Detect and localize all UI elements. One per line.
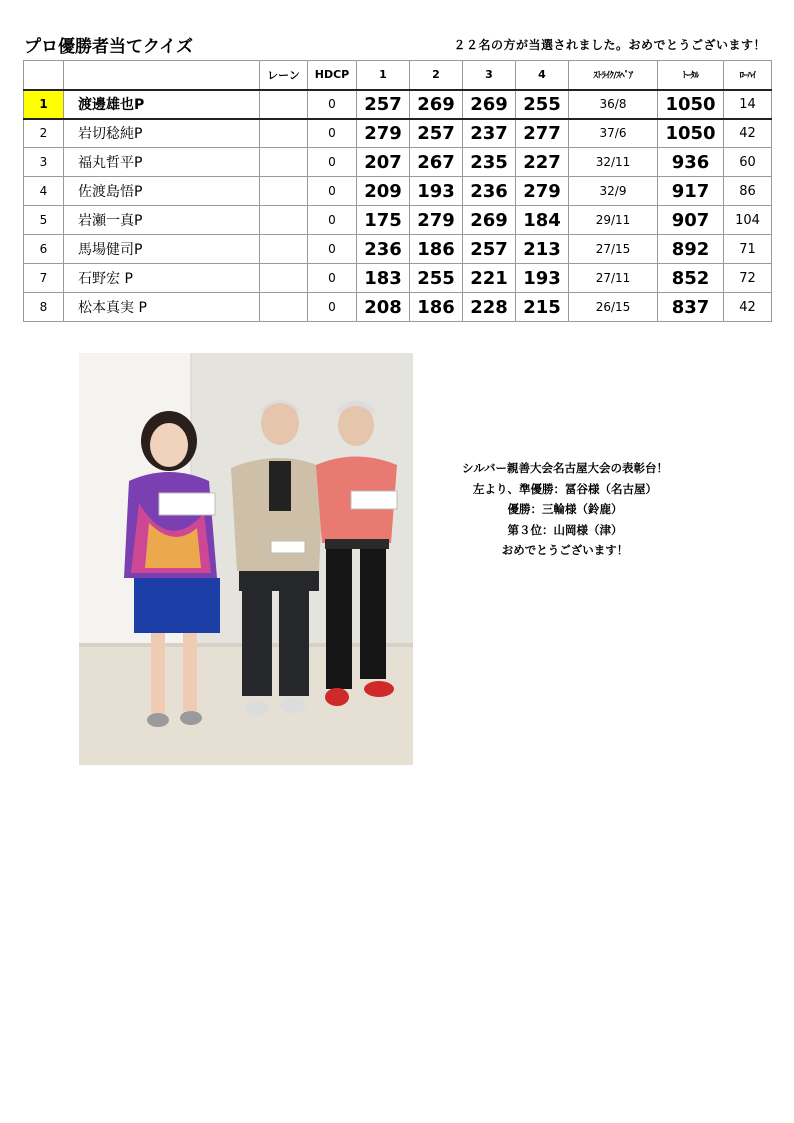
header-strike-spare: ｽﾄﾗｲｸ/ｽﾍﾟｱ	[569, 61, 658, 90]
strike-spare-cell: 32/9	[569, 177, 658, 206]
game-3-score: 257	[463, 235, 516, 264]
rank-cell: 6	[24, 235, 64, 264]
game-4-score: 193	[516, 264, 569, 293]
game-2-score: 186	[410, 235, 463, 264]
player-name: 福丸哲平P	[64, 148, 260, 177]
results-table	[23, 60, 772, 322]
strike-spare-cell: 37/6	[569, 119, 658, 148]
total-score: 907	[658, 206, 724, 235]
total-score: 852	[658, 264, 724, 293]
game-2-score: 255	[410, 264, 463, 293]
game-1-score: 207	[357, 148, 410, 177]
low-high-cell: 42	[724, 293, 772, 322]
table-header-row	[24, 61, 772, 90]
game-3-score: 236	[463, 177, 516, 206]
header-game-4: 4	[516, 61, 569, 90]
game-2-score: 193	[410, 177, 463, 206]
low-high-cell: 14	[724, 90, 772, 119]
low-high-cell: 104	[724, 206, 772, 235]
low-high-cell: 60	[724, 148, 772, 177]
lane-cell	[260, 235, 308, 264]
game-4-score: 184	[516, 206, 569, 235]
game-2-score: 257	[410, 119, 463, 148]
game-1-score: 208	[357, 293, 410, 322]
game-1-score: 279	[357, 119, 410, 148]
game-4-score: 279	[516, 177, 569, 206]
low-high-cell: 71	[724, 235, 772, 264]
table-row	[24, 90, 772, 119]
game-1-score: 257	[357, 90, 410, 119]
lane-cell	[260, 293, 308, 322]
total-score: 917	[658, 177, 724, 206]
game-3-score: 269	[463, 206, 516, 235]
player-name: 馬場健司P	[64, 235, 260, 264]
hdcp-cell: 0	[308, 235, 357, 264]
header-low-high: ﾛｰﾊｲ	[724, 61, 772, 90]
game-1-score: 209	[357, 177, 410, 206]
rank-cell: 5	[24, 206, 64, 235]
header-game-2: 2	[410, 61, 463, 90]
total-score: 837	[658, 293, 724, 322]
game-2-score: 269	[410, 90, 463, 119]
hdcp-cell: 0	[308, 206, 357, 235]
award-photo-illustration	[79, 353, 413, 765]
game-4-score: 227	[516, 148, 569, 177]
player-name: 渡邊雄也P	[64, 90, 260, 119]
rank-cell: 1	[24, 90, 64, 119]
header-hdcp: HDCP	[308, 61, 357, 90]
table-row	[24, 293, 772, 322]
total-score: 892	[658, 235, 724, 264]
table-row	[24, 177, 772, 206]
player-name: 岩瀬一真P	[64, 206, 260, 235]
lane-cell	[260, 177, 308, 206]
table-row	[24, 148, 772, 177]
rank-cell: 2	[24, 119, 64, 148]
table-row	[24, 235, 772, 264]
header-game-3: 3	[463, 61, 516, 90]
strike-spare-cell: 32/11	[569, 148, 658, 177]
page-title: プロ優勝者当てクイズ	[24, 37, 193, 57]
strike-spare-cell: 29/11	[569, 206, 658, 235]
hdcp-cell: 0	[308, 293, 357, 322]
player-name: 岩切稔純P	[64, 119, 260, 148]
header-game-1: 1	[357, 61, 410, 90]
lane-cell	[260, 148, 308, 177]
header-total: ﾄｰﾀﾙ	[658, 61, 724, 90]
lane-cell	[260, 206, 308, 235]
caption-line: 第３位：山岡様（津）	[507, 522, 623, 537]
caption-line: おめでとうございます！	[501, 543, 629, 557]
low-high-cell: 86	[724, 177, 772, 206]
total-score: 1050	[658, 119, 724, 148]
strike-spare-cell: 36/8	[569, 90, 658, 119]
hdcp-cell: 0	[308, 177, 357, 206]
table-row	[24, 119, 772, 148]
hdcp-cell: 0	[308, 119, 357, 148]
game-4-score: 255	[516, 90, 569, 119]
game-3-score: 269	[463, 90, 516, 119]
header-rank	[24, 61, 64, 90]
game-2-score: 186	[410, 293, 463, 322]
award-photo	[79, 353, 413, 765]
player-name: 石野宏 P	[64, 264, 260, 293]
caption-line: 優勝：三輪様（鈴鹿）	[507, 502, 623, 516]
caption-line: シルバー親善大会名古屋大会の表彰台！	[462, 461, 668, 475]
lane-cell	[260, 119, 308, 148]
table-row	[24, 264, 772, 293]
lane-cell	[260, 90, 308, 119]
hdcp-cell: 0	[308, 148, 357, 177]
rank-cell: 3	[24, 148, 64, 177]
rank-cell: 8	[24, 293, 64, 322]
game-1-score: 183	[357, 264, 410, 293]
player-name: 佐渡島悟P	[64, 177, 260, 206]
photo-caption	[440, 458, 690, 561]
strike-spare-cell: 27/15	[569, 235, 658, 264]
total-score: 936	[658, 148, 724, 177]
game-2-score: 267	[410, 148, 463, 177]
game-4-score: 215	[516, 293, 569, 322]
game-1-score: 236	[357, 235, 410, 264]
table-row	[24, 206, 772, 235]
player-name: 松本真実 P	[64, 293, 260, 322]
game-3-score: 235	[463, 148, 516, 177]
low-high-cell: 42	[724, 119, 772, 148]
caption-line: 左より、準優勝：冨谷様（名古屋）	[473, 481, 657, 496]
strike-spare-cell: 26/15	[569, 293, 658, 322]
rank-cell: 7	[24, 264, 64, 293]
game-4-score: 277	[516, 119, 569, 148]
winner-notice: ２２名の方が当選されました。おめでとうございます！	[453, 38, 766, 52]
game-3-score: 237	[463, 119, 516, 148]
game-4-score: 213	[516, 235, 569, 264]
header-name	[64, 61, 260, 90]
game-3-score: 221	[463, 264, 516, 293]
strike-spare-cell: 27/11	[569, 264, 658, 293]
header-lane: レーン	[260, 61, 308, 90]
low-high-cell: 72	[724, 264, 772, 293]
game-3-score: 228	[463, 293, 516, 322]
hdcp-cell: 0	[308, 90, 357, 119]
game-1-score: 175	[357, 206, 410, 235]
total-score: 1050	[658, 90, 724, 119]
game-2-score: 279	[410, 206, 463, 235]
lane-cell	[260, 264, 308, 293]
rank-cell: 4	[24, 177, 64, 206]
hdcp-cell: 0	[308, 264, 357, 293]
